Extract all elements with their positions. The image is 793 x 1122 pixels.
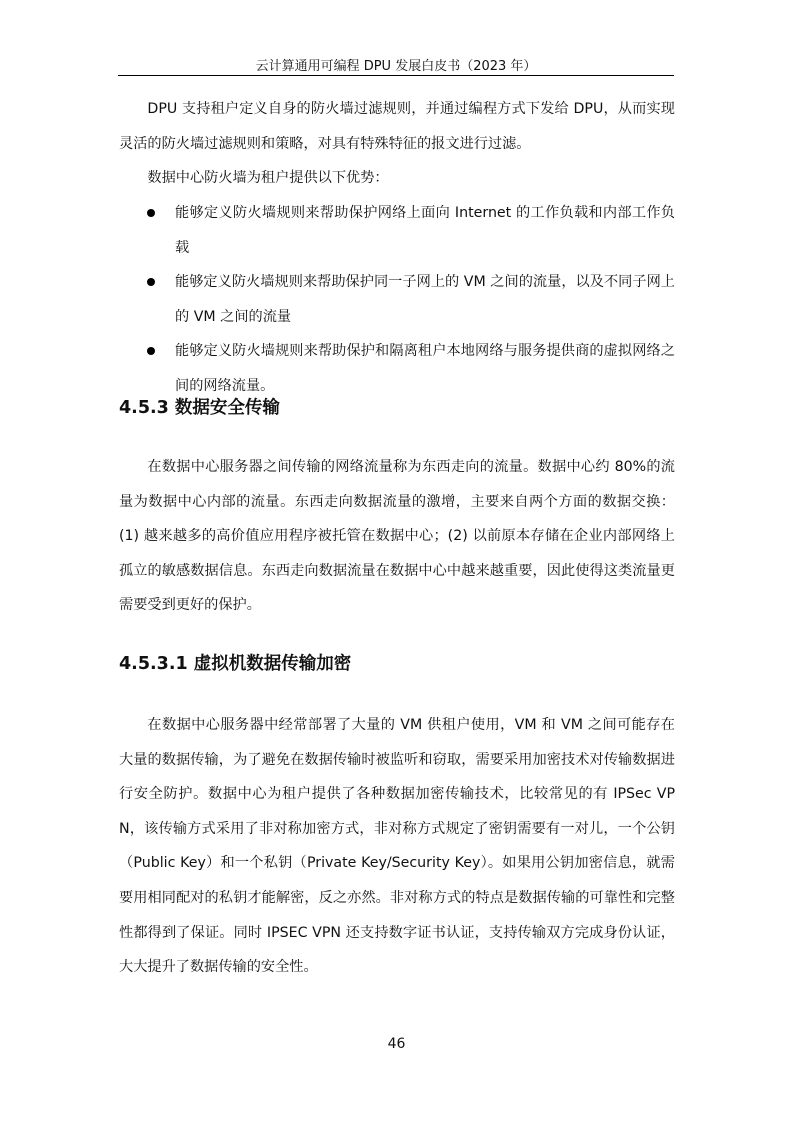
advantages-intro: 数据中心防火墙为租户提供以下优势： — [147, 170, 389, 186]
page-header: 云计算通用可编程 DPU 发展白皮书（2023 年） — [255, 59, 537, 74]
list-item-text: 能够定义防火墙规则来帮助保护同一子网上的 VM 之间的流量，以及不同子网上的 VM 之间的流量 — [175, 274, 675, 325]
list-item — [119, 265, 675, 334]
bullet-icon — [147, 278, 155, 286]
list-item — [119, 334, 675, 403]
list-item — [119, 196, 675, 265]
bullet-icon — [147, 347, 155, 355]
advantages-list — [119, 196, 675, 404]
section-4-5-3-1-paragraph: 在数据中心服务器中经常部署了大量的 VM 供租户使用，VM 和 VM 之间可能存在大量的数据传输，为了避免在数据传输时被监听和窃取，需要采用加密技术对传输数据进行安全防护。数据中心为租户提供了各种数据加密传输技术，比较常见的有 IPSec VPN，该传输方式采用了非对称加密方式，非对称方式规定了密钥需要有一对儿，一个公钥（Public Key）和一个私钥（Private Key/Security Key）。如果用公钥加密信息，就需要用相同配对的私钥才能解密，反之亦然。非对称方式的特点是数据传输的可靠性和完整性都得到了保证。同时 IPSEC VPN 还支持数字证书认证，支持传输双方完成身份认证，大大提升了数据传输的安全性。 — [119, 717, 675, 976]
intro-paragraph: DPU 支持租户定义自身的防火墙过滤规则，并通过编程方式下发给 DPU，从而实现灵活的防火墙过滤规则和策略，对具有特殊特征的报文进行过滤。 — [119, 101, 675, 152]
bullet-icon — [147, 209, 155, 217]
section-4-5-3-paragraph: 在数据中心服务器之间传输的网络流量称为东西走向的流量。数据中心约 80%的流量为数据中心内部的流量。东西走向数据流量的激增，主要来自两个方面的数据交换：(1) 越来越多的高价值应用程序被托管在数据中心；(2) 以前原本存储在企业内部网络上孤立的敏感数据信息。东西走向数据流量在数据中心中越来越重要，因此使得这类流量更需要受到更好的保护。 — [119, 459, 675, 614]
header-divider — [118, 75, 674, 76]
page-number: 46 — [387, 1036, 406, 1052]
section-heading-4-5-3-1: 4.5.3.1 虚拟机数据传输加密 — [119, 654, 352, 674]
list-item-text: 能够定义防火墙规则来帮助保护网络上面向 Internet 的工作负载和内部工作负载 — [175, 205, 675, 256]
list-item-text: 能够定义防火墙规则来帮助保护和隔离租户本地网络与服务提供商的虚拟网络之间的网络流量。 — [175, 343, 675, 394]
section-heading-4-5-3: 4.5.3 数据安全传输 — [119, 398, 280, 418]
